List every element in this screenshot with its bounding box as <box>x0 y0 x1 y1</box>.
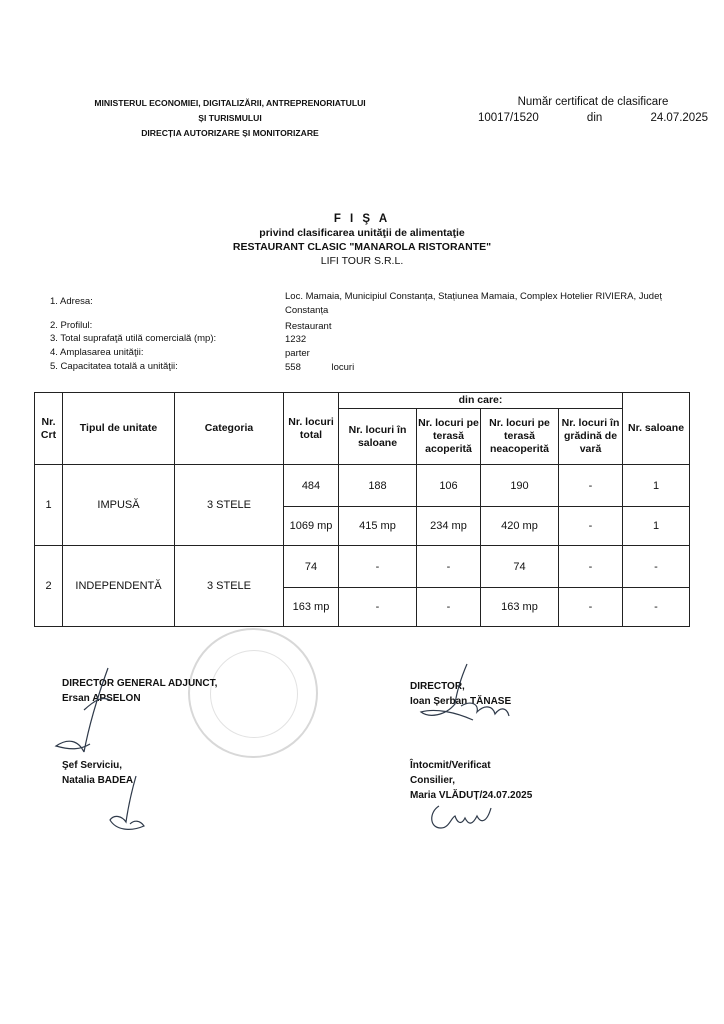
cell-value: - <box>559 588 623 627</box>
certificate-box <box>478 94 708 126</box>
certificate-date: 24.07.2025 <box>650 112 708 124</box>
header-category: Categoria <box>175 393 284 465</box>
signatory-title: DIRECTOR GENERAL ADJUNCT, <box>62 678 218 689</box>
ministry-name: MINISTERUL ECONOMIEI, DIGITALIZĂRII, ANTREPRENORIATULUI <box>94 98 366 108</box>
handwritten-signature-prepared-by <box>425 798 505 838</box>
cell-value: 106 <box>417 465 481 507</box>
row-unit-type: IMPUSĂ <box>63 465 175 546</box>
cell-value: - <box>559 546 623 588</box>
row-number: 1 <box>35 465 63 546</box>
info-label: 4. Amplasarea unităţii: <box>50 347 144 358</box>
info-value <box>285 361 695 375</box>
classification-table <box>34 392 690 627</box>
info-label: 5. Capacitatea totală a unităţii: <box>50 361 178 372</box>
ministry-name-cont: ȘI TURISMULUI <box>198 113 262 123</box>
header-of-which: din care: <box>339 393 623 409</box>
handwritten-signature-director <box>415 660 525 735</box>
info-value: Restaurant <box>285 321 332 332</box>
cell-value: 163 mp <box>284 588 339 627</box>
header-nr-crt: Nr. Crt <box>35 393 63 465</box>
signatory-title: Întocmit/Verificat <box>410 760 491 771</box>
handwritten-signature-deputy <box>50 660 130 770</box>
header-summer-garden: Nr. locuri în grădină de vară <box>559 409 623 465</box>
title-company: LIFI TOUR S.R.L. <box>320 255 404 267</box>
cell-value: - <box>417 588 481 627</box>
header-nr-halls: Nr. saloane <box>623 393 690 465</box>
cell-value: 234 mp <box>417 507 481 546</box>
cell-value: 484 <box>284 465 339 507</box>
cell-value: 415 mp <box>339 507 417 546</box>
cell-value: 1 <box>623 507 690 546</box>
signature-block-prepared-by <box>410 758 532 803</box>
cell-value: 74 <box>481 546 559 588</box>
cell-value: 190 <box>481 465 559 507</box>
cell-value: - <box>417 546 481 588</box>
cell-value: 188 <box>339 465 417 507</box>
cell-value: 74 <box>284 546 339 588</box>
title-subject: privind clasificarea unităţii de alimentaţie <box>259 227 465 239</box>
certificate-din: din <box>586 112 603 124</box>
info-value: 1232 <box>285 334 307 345</box>
header-unit-type: Tipul de unitate <box>63 393 175 465</box>
cell-value: - <box>623 588 690 627</box>
directorate-name: DIRECȚIA AUTORIZARE ȘI MONITORIZARE <box>141 128 319 138</box>
header-hall-seats: Nr. locuri în saloane <box>339 409 417 465</box>
row-category: 3 STELE <box>175 465 284 546</box>
signatory-name: Natalia BADEA <box>62 775 134 786</box>
row-number: 2 <box>35 546 63 627</box>
certificate-label: Număr certificat de clasificare <box>517 96 669 108</box>
info-value: Loc. Mamaia, Municipiul Constanța, Stațiunea Mamaia, Complex Hotelier RIVIERA, Județ Constanța <box>285 291 663 316</box>
row-unit-type: INDEPENDENTĂ <box>63 546 175 627</box>
header-total-seats: Nr. locuri total <box>284 393 339 465</box>
header-covered-terrace: Nr. locuri pe terasă acoperită <box>417 409 481 465</box>
table-row <box>35 546 690 588</box>
cell-value: - <box>623 546 690 588</box>
certificate-number: 10017/1520 <box>478 112 539 124</box>
signatory-title: DIRECTOR, <box>410 681 465 692</box>
document-title <box>0 212 724 268</box>
row-category: 3 STELE <box>175 546 284 627</box>
info-label: 1. Adresa: <box>50 296 93 307</box>
signatory-name: Maria VLĂDUȚ/24.07.2025 <box>410 790 533 801</box>
handwritten-signature-head-of-service <box>100 770 160 840</box>
signatory-name: Ersan APSELON <box>62 693 141 704</box>
capacity-unit: locuri <box>331 362 355 373</box>
table-row <box>35 465 690 507</box>
signatory-role: Consilier, <box>410 775 456 786</box>
signatory-name: Ioan Șerban TĂNASE <box>410 696 512 707</box>
cell-value: 420 mp <box>481 507 559 546</box>
cell-value: - <box>339 546 417 588</box>
stamp-inner-ring <box>210 650 298 738</box>
header-open-terrace: Nr. locuri pe terasă neacoperită <box>481 409 559 465</box>
cell-value: 163 mp <box>481 588 559 627</box>
signatory-title: Şef Serviciu, <box>62 760 123 771</box>
info-label: 2. Profilul: <box>50 320 93 331</box>
cell-value: - <box>339 588 417 627</box>
title-fisa: F I Ş A <box>333 213 391 225</box>
cell-value: 1 <box>623 465 690 507</box>
capacity-number: 558 <box>285 362 301 373</box>
info-label: 3. Total suprafaţă utilă comercială (mp): <box>50 333 217 344</box>
cell-value: - <box>559 465 623 507</box>
title-unit-name: RESTAURANT CLASIC "MANAROLA RISTORANTE" <box>232 241 492 253</box>
cell-value: 1069 mp <box>284 507 339 546</box>
cell-value: - <box>559 507 623 546</box>
ministry-header <box>60 96 400 141</box>
info-value: parter <box>285 348 310 359</box>
